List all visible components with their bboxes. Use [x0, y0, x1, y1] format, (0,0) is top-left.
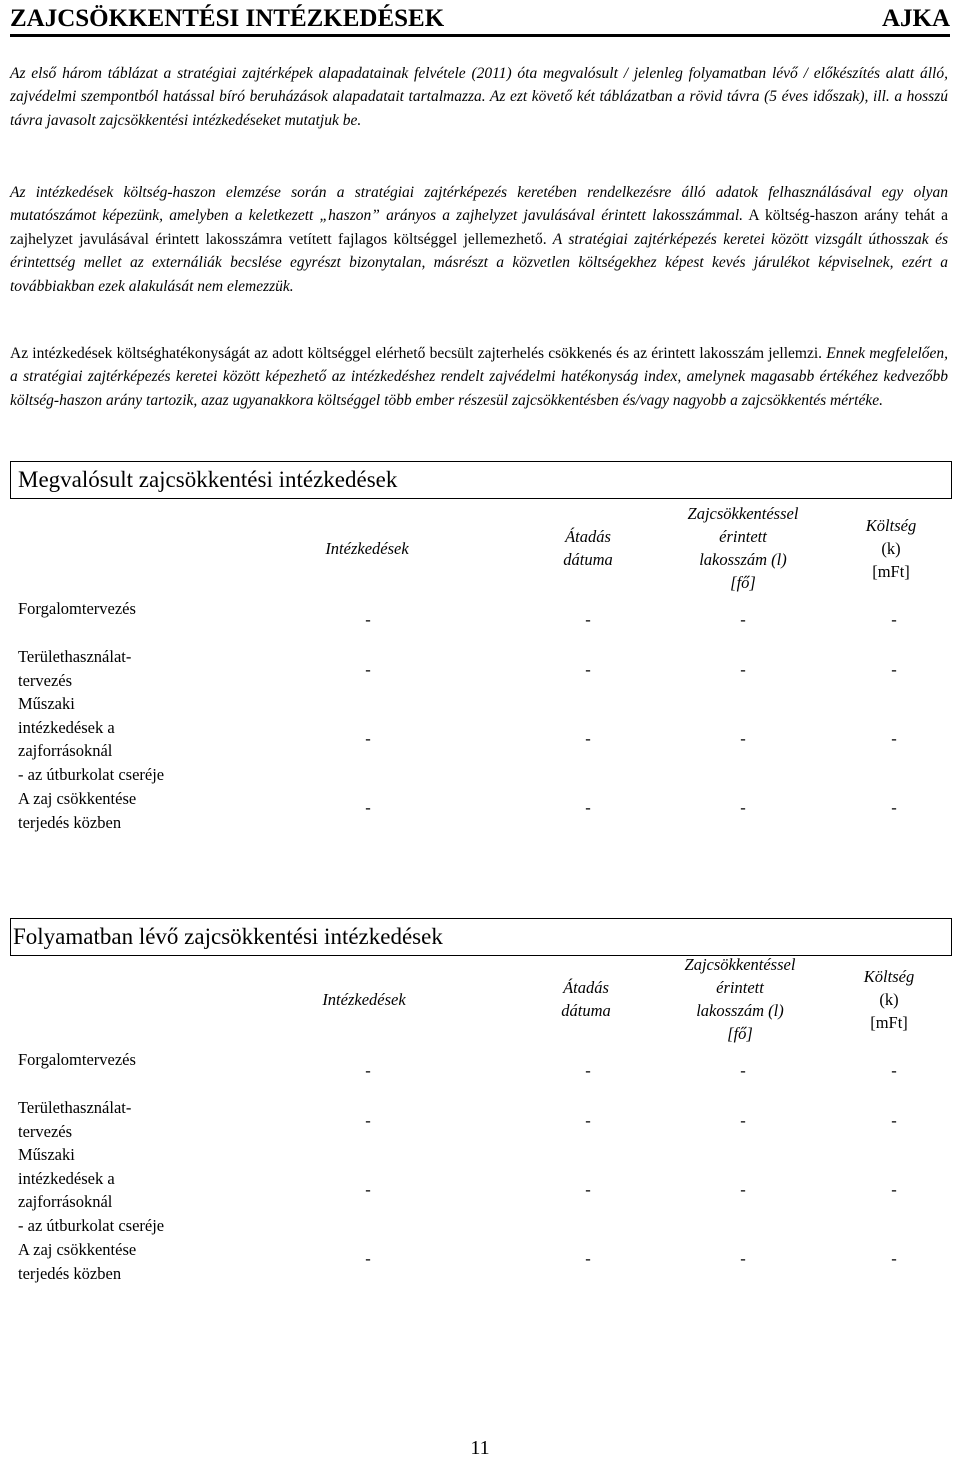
- table-1-cell: -: [891, 729, 897, 748]
- table-1-cell: -: [585, 729, 591, 748]
- table-2-col-handover-l2: dátuma: [561, 1001, 611, 1020]
- table-2-cell: -: [585, 1061, 591, 1080]
- intro-paragraph: Az első három táblázat a stratégiai zajtérképek alapadatainak felvétele (2011) óta megvalósult / jelenleg folyamatban lévő / előkészítés alatt álló, zajvédelmi szempontból hatással bíró beruházások alapadatait tartalmazza. Az ezt követő két táblázatban a rövid távra (5 éves időszak), ill. a hosszú távra javasolt zajcsökkentési intézkedéseket mutatjuk be.: [10, 65, 948, 129]
- table-1-row-label-line: Területhasználat-: [18, 647, 132, 666]
- table-2-cell: -: [365, 1111, 371, 1130]
- page-number: 11: [470, 1437, 490, 1459]
- table-1-col-cost-l3: [mFt]: [872, 562, 910, 581]
- table-2-cell: -: [891, 1180, 897, 1199]
- table-1-cell: -: [891, 610, 897, 629]
- table-1-row-label: [18, 787, 136, 834]
- page-title: ZAJCSÖKKENTÉSI INTÉZKEDÉSEK: [10, 5, 445, 32]
- table-2-row-label: Forgalomtervezés: [18, 1050, 136, 1069]
- table-2-col-cost-l3: [mFt]: [870, 1013, 908, 1032]
- table-2-col-affected-l3: lakosszám (l): [696, 1001, 784, 1020]
- table-2-row-label: [18, 1096, 131, 1143]
- table-2-cell: -: [740, 1061, 746, 1080]
- table-1-col-cost-l2: (k): [881, 539, 901, 558]
- table-1-row-label-line: Műszaki: [18, 694, 75, 713]
- table-2-row-label-line: terjedés közben: [18, 1263, 122, 1283]
- table-2-row-label-line: Műszaki: [18, 1145, 75, 1164]
- efficiency-paragraph: [10, 342, 948, 412]
- table-1-col-affected-l4: [fő]: [730, 573, 756, 592]
- table-2-cell: -: [891, 1061, 897, 1080]
- table-1-row-label-line: zajforrásoknál: [18, 741, 113, 760]
- table-1-col-handover: [528, 525, 648, 571]
- table-1-col-handover-l1: Átadás: [565, 527, 611, 546]
- table-2-title: Folyamatban lévő zajcsökkentési intézkedések: [13, 924, 443, 949]
- table-1-row-label-line: A zaj csökkentése: [18, 789, 137, 808]
- table-1-col-cost: [836, 514, 946, 583]
- page-header: [10, 4, 950, 34]
- table-2-row-label-line: zajforrásoknál: [18, 1192, 113, 1211]
- table-2-cell: -: [740, 1111, 746, 1130]
- table-2-cell: -: [585, 1249, 591, 1268]
- table-1-cell: -: [740, 660, 746, 679]
- table-2-col-cost: [834, 965, 944, 1034]
- table-2-cell: -: [365, 1249, 371, 1268]
- table-2-col-handover-l1: Átadás: [563, 978, 609, 997]
- table-2-row-label-line: - az útburkolat cseréje: [18, 1215, 165, 1235]
- table-2-cell: -: [365, 1180, 371, 1199]
- table-1-col-affected-l2: érintett: [719, 527, 767, 546]
- table-1-col-affected-l1: Zajcsökkentéssel: [687, 504, 799, 523]
- table-1-cell: -: [585, 660, 591, 679]
- table-1-cell: -: [365, 798, 371, 817]
- table-1-row-label: [18, 692, 164, 786]
- table-2-row-label: [18, 1143, 164, 1237]
- table-1-col-measures: Intézkedések: [325, 539, 409, 558]
- table-2-cell: -: [891, 1249, 897, 1268]
- table-2-col-cost-l1: Költség: [863, 967, 915, 986]
- table-1-col-affected-l3: lakosszám (l): [699, 550, 787, 569]
- table-1-cell: -: [891, 660, 897, 679]
- table-1-row-label-line: intézkedések a: [18, 717, 115, 737]
- table-2-col-measures: Intézkedések: [322, 990, 406, 1009]
- table-1-row-label-line: terjedés közben: [18, 812, 122, 832]
- table-1-cell: -: [585, 610, 591, 629]
- cost-benefit-text-3: A stratégiai zajtérképezés keretei között vizsgált úthosszak és érintettség mellet az externáliák becslése egyrészt bizonytalan, másrészt a közvetlen költségekhez képest kevés járulékot képviselnek, ezért a továbbiakban ezek alakulását nem elemezzük.: [10, 230, 948, 295]
- city-name: AJKA: [881, 5, 950, 32]
- table-1-title: Megvalósult zajcsökkentési intézkedések: [18, 467, 398, 492]
- table-1-row-label-line: - az útburkolat cseréje: [18, 764, 165, 784]
- table-1-col-cost-l1: Költség: [865, 516, 917, 535]
- table-2-col-affected-l4: [fő]: [727, 1024, 753, 1043]
- table-2-row-label-line: Területhasználat-: [18, 1098, 132, 1117]
- table-2-col-affected-l2: érintett: [716, 978, 764, 997]
- efficiency-text-2: Ennek megfelelően, a stratégiai zajtérképezés keretei között képezhető az intézkedéshez rendelt zajvédelmi hatékonyság index, amelynek magasabb értékéhez kedvezőbb költség-haszon arány tartozik, azaz ugyanakkora költséggel több ember részesül zajcsökkentésben és/vagy nagyobb a zajcsökkentés mértéke.: [10, 345, 949, 409]
- table-1-cell: -: [740, 798, 746, 817]
- table-1-cell: -: [891, 798, 897, 817]
- table-1-col-affected: [658, 502, 828, 594]
- cost-benefit-paragraph: [10, 181, 948, 298]
- table-1-cell: -: [365, 660, 371, 679]
- table-2-cell: -: [740, 1180, 746, 1199]
- table-1-cell: -: [365, 729, 371, 748]
- table-2-cell: -: [585, 1111, 591, 1130]
- table-2-row-label-line: tervezés: [18, 1121, 73, 1141]
- table-1-col-handover-l2: dátuma: [563, 550, 613, 569]
- table-2-col-handover: [526, 976, 646, 1022]
- table-2-cell: -: [891, 1111, 897, 1130]
- table-2-row-label-line: intézkedések a: [18, 1168, 115, 1188]
- efficiency-text-1: Az intézkedések költséghatékonyságát az adott költséggel elérhető becsült zajterhelés csökkenés és az érintett lakosszám jellemzi.: [10, 345, 823, 362]
- table-1-cell: -: [740, 610, 746, 629]
- table-1-row-label: [18, 645, 131, 692]
- table-2-col-affected-l1: Zajcsökkentéssel: [684, 955, 796, 974]
- table-2-col-affected: [655, 953, 825, 1045]
- table-1-cell: -: [740, 729, 746, 748]
- table-1-cell: -: [365, 610, 371, 629]
- table-1-cell: -: [585, 798, 591, 817]
- table-2-cell: -: [365, 1061, 371, 1080]
- table-1-row-label: Forgalomtervezés: [18, 599, 136, 618]
- header-rule: [10, 34, 950, 37]
- table-2-col-cost-l2: (k): [879, 990, 899, 1009]
- table-2-cell: -: [585, 1180, 591, 1199]
- cost-benefit-text-2: A költség-haszon arány tehát a zajhelyzet javulásával érintett lakosszámra vetített fajlagos költséggel jellemezhető.: [10, 207, 949, 248]
- table-2-row-label-line: A zaj csökkentése: [18, 1240, 137, 1259]
- table-2-row-label: [18, 1238, 136, 1285]
- table-1-row-label-line: tervezés: [18, 670, 73, 690]
- table-2-cell: -: [740, 1249, 746, 1268]
- cost-benefit-text-1: Az intézkedések költség-haszon elemzése során a stratégiai zajtérképezés keretében rendelkezésre álló adatok felhasználásával egy olyan mutatószámot képezünk, amelyben a keletkezett „haszon” arányos a zajhelyzet javulásával érintett lakosszámmal.: [10, 184, 948, 225]
